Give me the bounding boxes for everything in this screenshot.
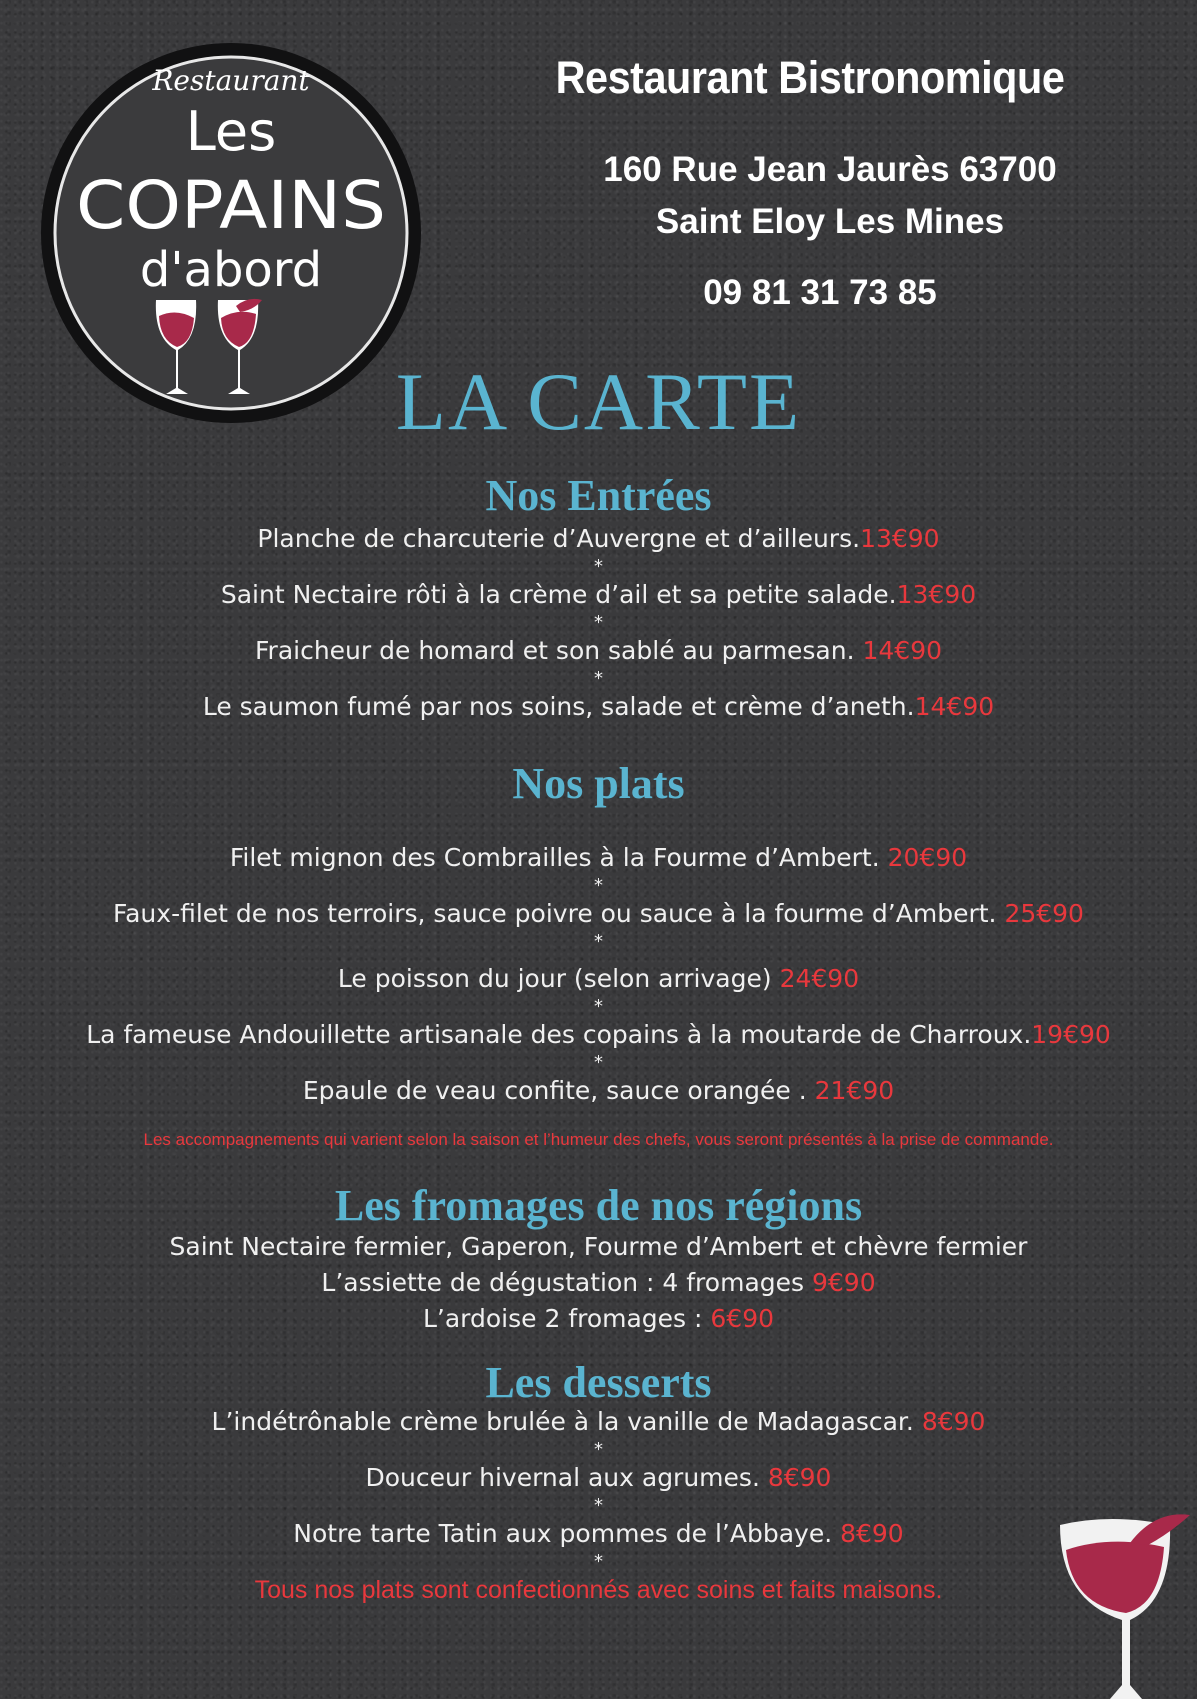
logo-line2: COPAINS <box>76 167 386 244</box>
separator: * <box>594 931 603 952</box>
wine-glass-icon <box>1050 1505 1197 1699</box>
logo-top-text: Restaurant <box>152 64 310 97</box>
menu-item <box>0 692 1197 721</box>
item-name: Le poisson du jour (selon arrivage) <box>337 964 780 993</box>
item-price: 21€90 <box>814 1076 895 1105</box>
item-name: Douceur hivernal aux agrumes. <box>365 1463 768 1492</box>
item-name: Faux-filet de nos terroirs, sauce poivre ou sauce à la fourme d’Ambert. <box>113 899 1005 928</box>
item-name: Saint Nectaire rôti à la crème d’ail et sa petite salade. <box>220 580 897 609</box>
item-name: Filet mignon des Combrailles à la Fourme d’Ambert. <box>229 843 888 872</box>
logo-line1: Les <box>185 100 277 163</box>
logo-line3: d'abord <box>139 242 323 298</box>
item-name: Le saumon fumé par nos soins, salade et crème d’aneth. <box>202 692 915 721</box>
item-name: L’assiette de dégustation : 4 fromages <box>321 1268 812 1297</box>
section-title-entrees: Nos Entrées <box>485 471 712 520</box>
item-price: 19€90 <box>1031 1020 1111 1049</box>
item-price: 13€90 <box>896 580 977 609</box>
item-price: 20€90 <box>887 843 968 872</box>
item-name: Planche de charcuterie d’Auvergne et d’ailleurs. <box>257 524 861 553</box>
footer-note: Tous nos plats sont confectionnés avec soins et faits maisons. <box>254 1576 943 1604</box>
header-address-line2: Saint Eloy Les Mines <box>655 202 1005 241</box>
section-title-fromages: Les fromages de nos régions <box>334 1181 863 1230</box>
item-price: 13€90 <box>860 524 940 553</box>
accompaniment-note: Les accompagnements qui varient selon la saison et l’humeur des chefs, vous seront présentés à la prise de commande. <box>143 1130 1054 1149</box>
menu-item <box>0 1463 1197 1492</box>
item-price: 6€90 <box>710 1304 775 1333</box>
separator: * <box>594 1551 603 1572</box>
item-price: 14€90 <box>914 692 995 721</box>
separator: * <box>594 1052 603 1073</box>
item-price: 9€90 <box>811 1268 876 1297</box>
menu-item <box>0 524 1197 553</box>
item-price: 8€90 <box>767 1463 832 1492</box>
header-address-line1: 160 Rue Jean Jaurès 63700 <box>603 150 1057 189</box>
item-name: L’ardoise 2 fromages : <box>422 1304 711 1333</box>
item-price: 14€90 <box>862 636 943 665</box>
item-name: L’indétrônable crème brulée à la vanille de Madagascar. <box>211 1407 922 1436</box>
separator: * <box>594 1439 603 1460</box>
section-title-plats: Nos plats <box>512 759 685 808</box>
separator: * <box>594 875 603 896</box>
item-price: 8€90 <box>921 1407 986 1436</box>
item-name: Notre tarte Tatin aux pommes de l’Abbaye. <box>293 1519 841 1548</box>
menu-item <box>0 1304 1197 1333</box>
menu-item <box>0 1407 1197 1436</box>
separator: * <box>594 1495 603 1516</box>
item-name: Fraicheur de homard et son sablé au parmesan. <box>254 636 863 665</box>
menu-item <box>0 1268 1197 1297</box>
menu-item <box>0 1076 1197 1105</box>
item-name: La fameuse Andouillette artisanale des copains à la moutarde de Charroux. <box>86 1020 1032 1049</box>
cheese-description: Saint Nectaire fermier, Gaperon, Fourme d’Ambert et chèvre fermier <box>169 1232 1028 1261</box>
menu-item <box>0 580 1197 609</box>
header-title: Restaurant Bistronomique <box>555 52 1065 103</box>
menu-item <box>0 1519 1197 1548</box>
menu-item <box>0 636 1197 665</box>
separator: * <box>594 668 603 689</box>
separator: * <box>594 996 603 1017</box>
separator: * <box>594 612 603 633</box>
item-price: 25€90 <box>1004 899 1084 928</box>
menu-item <box>0 843 1197 872</box>
menu-item <box>0 899 1197 928</box>
header-phone: 09 81 31 73 85 <box>703 273 937 312</box>
section-title-desserts: Les desserts <box>485 1358 712 1407</box>
menu-item <box>0 1020 1197 1049</box>
item-price: 8€90 <box>840 1519 904 1548</box>
menu-item <box>0 964 1197 993</box>
separator: * <box>594 556 603 577</box>
item-name: Epaule de veau confite, sauce orangée . <box>302 1076 815 1105</box>
page-title: LA CARTE <box>395 356 802 447</box>
item-price: 24€90 <box>779 964 860 993</box>
